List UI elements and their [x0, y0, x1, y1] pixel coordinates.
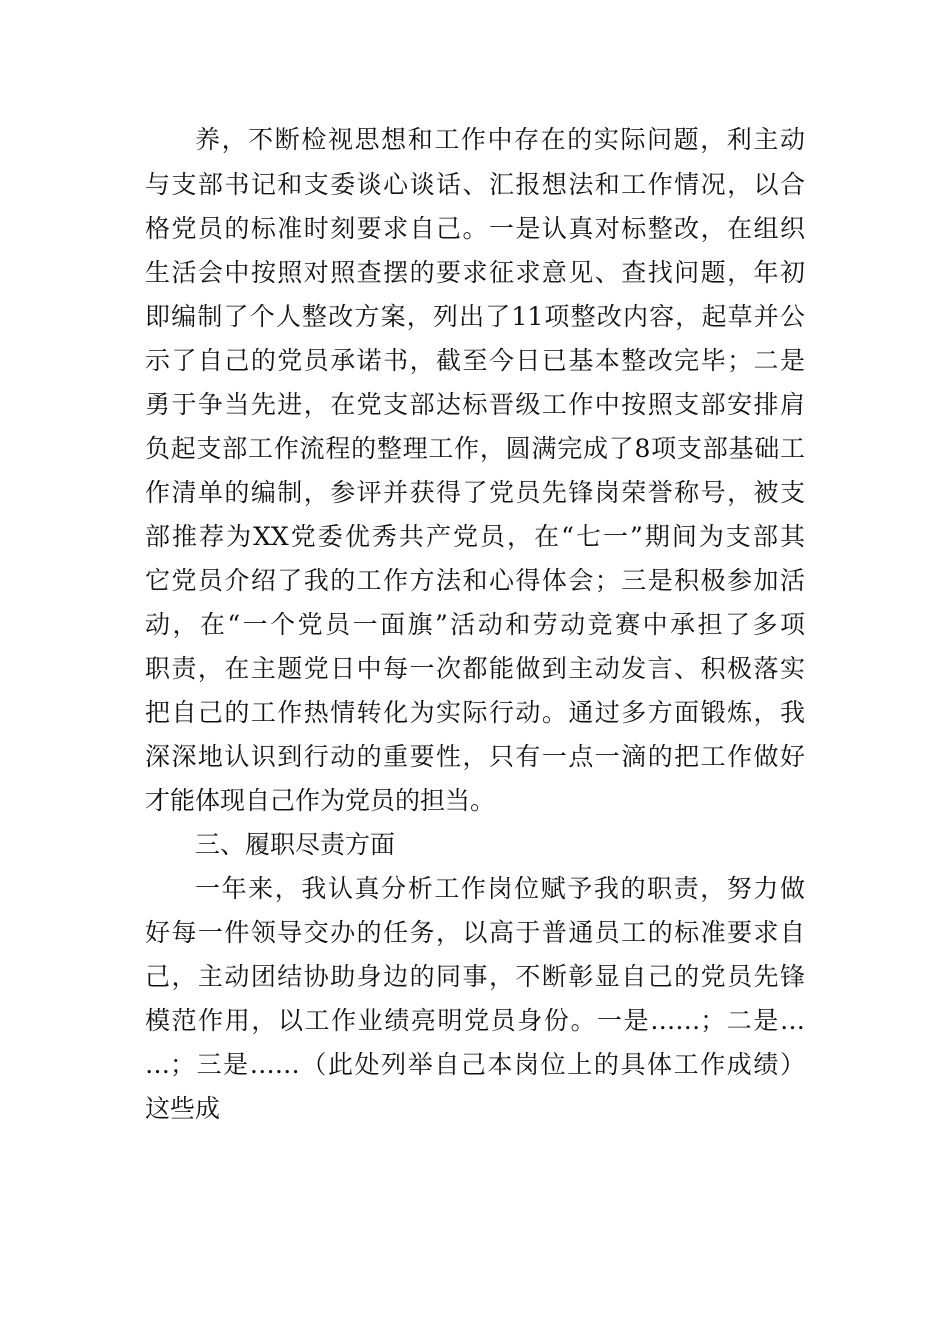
paragraph-line: …；三是……（此处列举自己本岗位上的具体工作成绩）: [145, 1050, 805, 1079]
paragraph-line: 生活会中按照对照查摆的要求征求意见、查找问题，年初: [145, 258, 805, 287]
paragraph-line: 它党员介绍了我的工作方法和心得体会；三是积极参加活: [145, 566, 805, 595]
paragraph-line: 好每一件领导交办的任务，以高于普通员工的标准要求自: [145, 918, 805, 947]
paragraph-line: 勇于争当先进，在党支部达标晋级工作中按照支部安排肩: [145, 390, 805, 419]
paragraph-line: 把自己的工作热情转化为实际行动。通过多方面锻炼，我: [145, 698, 805, 727]
paragraph-line: 部推荐为XX党委优秀共产党员，在“七一”期间为支部其: [145, 522, 805, 551]
paragraph-line: 深深地认识到行动的重要性，只有一点一滴的把工作做好: [145, 742, 805, 771]
paragraph-line: 养，不断检视思想和工作中存在的实际问题，利主动: [195, 125, 805, 154]
paragraph-line: 作清单的编制，参评并获得了党员先锋岗荣誉称号，被支: [145, 478, 805, 507]
paragraph-line: 示了自己的党员承诺书，截至今日已基本整改完毕；二是: [145, 346, 805, 375]
paragraph-line: 才能体现自己作为党员的担当。: [145, 786, 496, 815]
paragraph-line: 即编制了个人整改方案，列出了11项整改内容，起草并公: [145, 302, 805, 331]
paragraph-line: 一年来，我认真分析工作岗位赋予我的职责，努力做: [195, 874, 805, 903]
paragraph-line: 与支部书记和支委谈心谈话、汇报想法和工作情况，以合: [145, 170, 805, 199]
paragraph-line: 动，在“一个党员一面旗”活动和劳动竞赛中承担了多项: [145, 610, 805, 639]
paragraph-line: 格党员的标准时刻要求自己。一是认真对标整改，在组织: [145, 214, 805, 243]
paragraph-line: 职责，在主题党日中每一次都能做到主动发言、积极落实: [145, 654, 805, 683]
paragraph-line: 己，主动团结协助身边的同事，不断彰显自己的党员先锋: [145, 962, 805, 991]
paragraph-line: 这些成: [145, 1094, 221, 1123]
paragraph-line: 负起支部工作流程的整理工作，圆满完成了8项支部基础工: [145, 434, 805, 463]
paragraph-line: 模范作用，以工作业绩亮明党员身份。一是……；二是…: [145, 1006, 805, 1035]
section-heading: 三、履职尽责方面: [195, 830, 396, 859]
